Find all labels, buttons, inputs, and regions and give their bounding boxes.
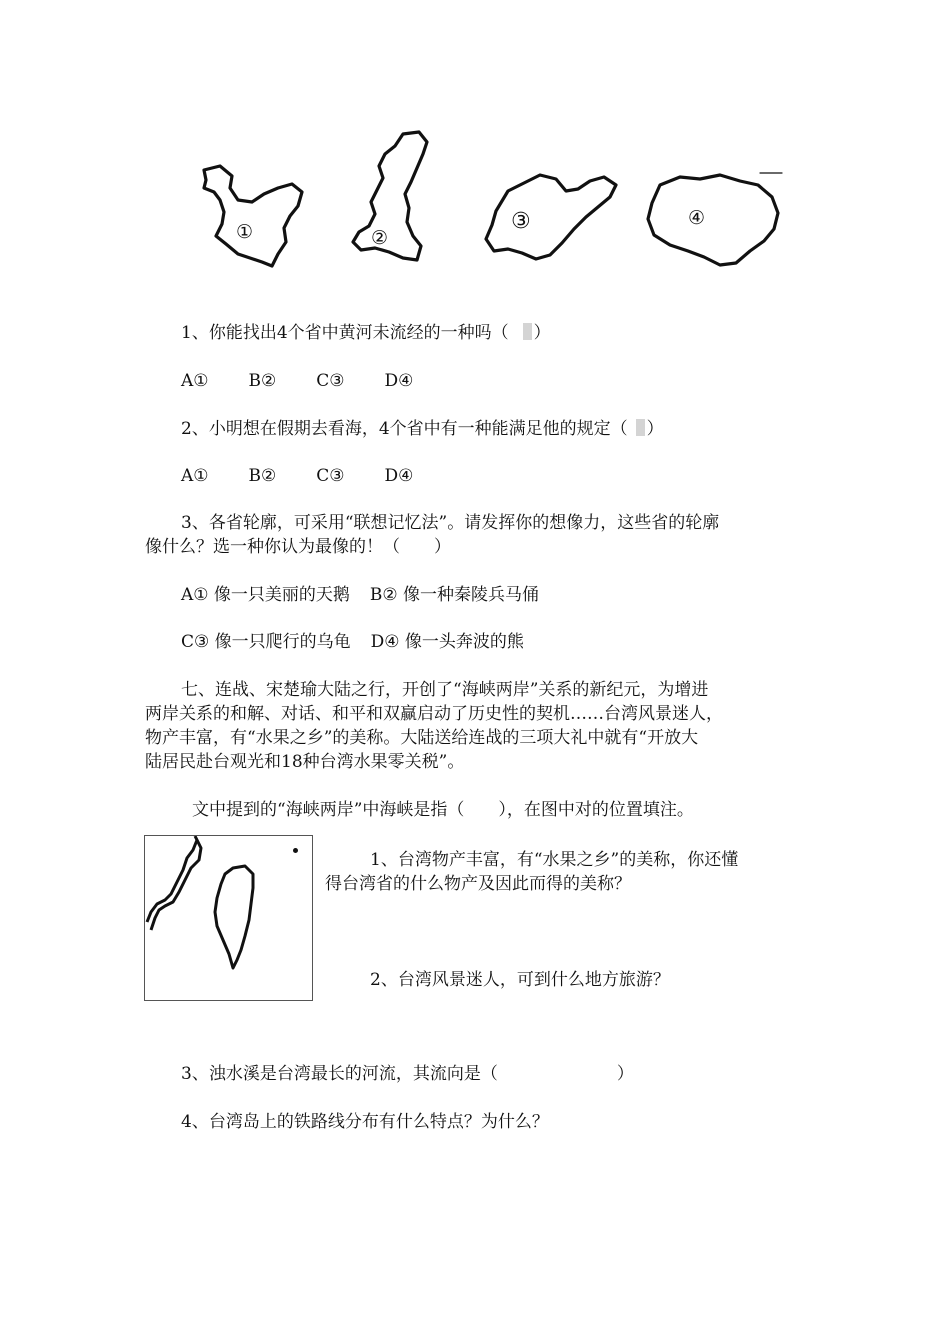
taiwan-question-4: 4、台湾岛上的铁路线分布有什么特点？为什么？ [181, 1112, 549, 1132]
province-map-1 [180, 158, 310, 278]
answer-box[interactable] [636, 419, 645, 436]
question-3-line-2: 像什么？选一种你认为最像的！（ ） [145, 537, 451, 557]
taiwan-map [144, 835, 313, 1001]
question-1-options [181, 370, 453, 392]
option-d[interactable]: D④ 像一头奔波的熊 [370, 632, 524, 652]
question-3-options-row-1 [181, 584, 539, 606]
question-2 [181, 418, 664, 440]
option-b[interactable]: B② 像一种秦陵兵马俑 [369, 585, 540, 605]
section-7-line-1: 七、连战、宋楚瑜大陆之行，开创了“海峡两岸”关系的新纪元，为增进 [181, 680, 709, 700]
province-label-1: ① [236, 221, 254, 243]
section-7-line-3: 物产丰富，有“水果之乡”的美称。大陆送给连战的三项大礼中就有“开放大 [145, 728, 699, 748]
section-7-line-4: 陆居民赴台观光和18种台湾水果零关税”。 [145, 752, 465, 772]
question-2-close: ） [646, 419, 664, 439]
option-c[interactable]: C③ [316, 466, 345, 486]
question-1 [181, 322, 551, 344]
question-3-line-1: 3、各省轮廓，可采用“联想记忆法”。请发挥你的想像力，这些省的轮廓 [181, 513, 720, 533]
island-dot [293, 848, 298, 853]
province-map-2 [345, 128, 445, 273]
option-a[interactable]: A① [181, 466, 209, 486]
taiwan-question-2: 2、台湾风景迷人，可到什么地方旅游？ [370, 970, 670, 990]
taiwan-question-1-line-2: 得台湾省的什么物产及因此而得的美称？ [325, 874, 631, 894]
question-2-options [181, 465, 453, 487]
option-b[interactable]: B② [248, 466, 277, 486]
question-1-text: 1、你能找出4个省中黄河未流经的一种吗（ [181, 323, 509, 343]
question-3-options-row-2 [181, 631, 524, 653]
option-d[interactable]: D④ [384, 466, 414, 486]
option-c[interactable]: C③ 像一只爬行的乌龟 [181, 632, 351, 652]
answer-box[interactable] [523, 323, 532, 340]
option-b[interactable]: B② [248, 371, 277, 391]
province-map-3 [480, 163, 630, 268]
question-1-close: ） [533, 323, 551, 343]
province-label-4: ④ [688, 207, 706, 229]
taiwan-question-3: 3、浊水溪是台湾最长的河流，其流向是（ ） [181, 1064, 634, 1084]
option-a[interactable]: A① 像一只美丽的天鹅 [181, 585, 350, 605]
section-7-line-2: 两岸关系的和解、对话、和平和双赢启动了历史性的契机……台湾风景迷人， [145, 704, 723, 724]
option-a[interactable]: A① [181, 371, 209, 391]
province-map-4 [640, 165, 790, 275]
province-label-3: ③ [511, 209, 531, 234]
taiwan-question-1-line-1: 1、台湾物产丰富，有“水果之乡”的美称，你还懂 [370, 850, 739, 870]
province-label-2: ② [371, 227, 389, 249]
strait-question: 文中提到的“海峡两岸”中海峡是指（ ），在图中对的位置填注。 [192, 800, 694, 820]
option-c[interactable]: C③ [316, 371, 345, 391]
option-d[interactable]: D④ [384, 371, 414, 391]
question-2-text: 2、小明想在假期去看海，4个省中有一种能满足他的规定（ [181, 419, 628, 439]
